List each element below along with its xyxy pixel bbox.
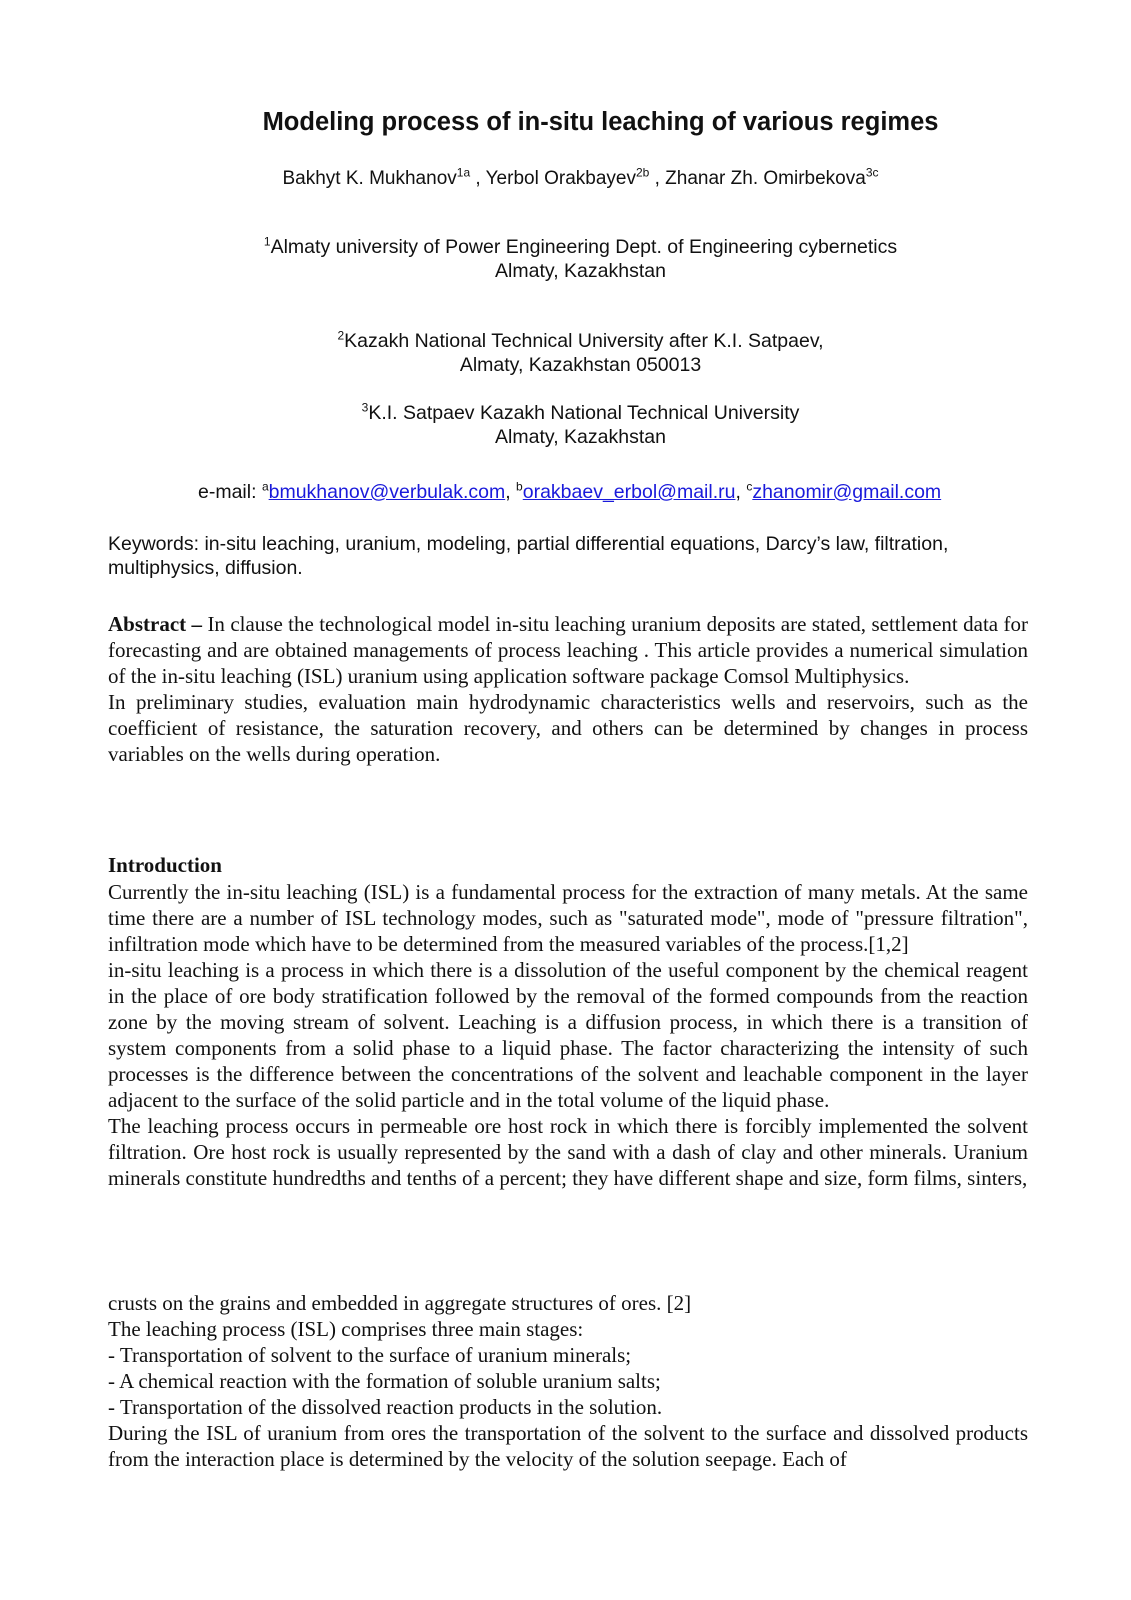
email-separator: ,	[735, 481, 747, 503]
introduction-continued	[108, 1290, 1028, 1472]
affiliation-location: Almaty, Kazakhstan	[495, 260, 666, 282]
author-list	[0, 165, 1131, 190]
email-superscript: b	[516, 479, 523, 494]
intro-stage-item: - Transportation of solvent to the surface of uranium minerals;	[108, 1343, 632, 1367]
affiliation-location: Almaty, Kazakhstan	[495, 426, 666, 448]
intro-paragraph-3: The leaching process occurs in permeable ore host rock in which there is forcibly implemented the solvent filtration. Ore host rock is usually represented by the sand with a dash of clay and other minerals. Uranium minerals constitute hundredths and tenths of a percent; they have different shape and size, form films, sinters,	[108, 1114, 1028, 1190]
author-name: Yerbol Orakbayev	[485, 168, 636, 189]
email-link-omirbekova[interactable]: zhanomir@gmail.com	[752, 481, 942, 503]
affiliation-2	[0, 329, 1131, 377]
affiliation-line: Almaty university of Power Engineering Dept. of Engineering cybernetics	[270, 236, 898, 258]
email-line	[198, 481, 941, 504]
email-label: e-mail:	[198, 481, 262, 503]
affiliation-superscript: 1	[263, 234, 271, 249]
intro-paragraph-4: crusts on the grains and embedded in aggregate structures of ores. [2]	[108, 1291, 692, 1315]
introduction-body	[108, 879, 1028, 1191]
intro-stage-item: - Transportation of the dissolved reaction products in the solution.	[108, 1395, 663, 1419]
abstract-text: In clause the technological model in-situ leaching uranium deposits are stated, settlement data for forecasting and are obtained managements of process leaching . This article provides a numerical simulation of the in-situ leaching (ISL) uranium using application software package Comsol Multiphysics.	[108, 612, 1028, 688]
author-separator: ,	[649, 168, 666, 189]
abstract-label: Abstract –	[108, 612, 203, 636]
affiliation-location: Almaty, Kazakhstan 050013	[459, 354, 702, 376]
abstract-paragraph-2: In preliminary studies, evaluation main hydrodynamic characteristics wells and reservoirs, such as the coefficient of resistance, the saturation recovery, and others can be determined by changes in process variables on the wells during operation.	[108, 690, 1028, 766]
keywords: Keywords: in-situ leaching, uranium, modeling, partial differential equations, Darcy’s law, filtration, multiphysics, diffusion.	[108, 533, 949, 579]
email-separator: ,	[505, 481, 517, 503]
author-name: Zhanar Zh. Omirbekova	[665, 168, 866, 189]
author-superscript: 1a	[456, 165, 471, 180]
author-superscript: 2b	[635, 165, 650, 180]
author-name: Bakhyt K. Mukhanov	[282, 168, 457, 189]
email-superscript: a	[261, 479, 269, 494]
affiliation-1	[0, 235, 1131, 283]
intro-stages-lead: The leaching process (ISL) comprises three main stages:	[108, 1317, 584, 1341]
email-superscript: c	[746, 479, 753, 494]
affiliation-superscript: 3	[361, 400, 369, 415]
intro-stage-item: - A chemical reaction with the formation of soluble uranium salts;	[108, 1369, 661, 1393]
introduction-heading: Introduction	[108, 853, 222, 877]
email-link-mukhanov[interactable]: bmukhanov@verbulak.com	[268, 481, 506, 503]
abstract-paragraph	[108, 611, 1028, 689]
abstract-section	[108, 611, 1028, 767]
affiliation-3	[0, 401, 1131, 449]
paper-title: Modeling process of in-situ leaching of various regimes	[262, 108, 939, 136]
intro-paragraph-5: During the ISL of uranium from ores the transportation of the solvent to the surface and dissolved products from the interaction place is determined by the velocity of the solution seepage. Each of	[108, 1421, 1028, 1471]
author-superscript: 3c	[865, 165, 879, 180]
intro-paragraph-1: Currently the in-situ leaching (ISL) is a fundamental process for the extraction of many metals. At the same time there are a number of ISL technology modes, such as "saturated mode", mode of "pressure filtration", infiltration mode which have to be determined from the measured variables of the process.[1,2]	[108, 880, 1028, 956]
affiliation-line: Kazakh National Technical University after K.I. Satpaev,	[344, 330, 824, 352]
author-separator: ,	[470, 168, 486, 189]
affiliation-superscript: 2	[337, 328, 345, 343]
affiliation-line: K.I. Satpaev Kazakh National Technical University	[368, 402, 800, 424]
intro-paragraph-2: in-situ leaching is a process in which there is a dissolution of the useful component by the chemical reagent in the place of ore body stratification followed by the removal of the formed compounds from the reaction zone by the moving stream of solvent. Leaching is a diffusion process, in which there is a transition of system components from a solid phase to a liquid phase. The factor characterizing the intensity of such processes is the difference between the concentrations of the solvent and leachable component in the layer adjacent to the surface of the solid particle and in the total volume of the liquid phase.	[108, 958, 1028, 1112]
email-link-orakbaev[interactable]: orakbaev_erbol@mail.ru	[522, 481, 736, 503]
